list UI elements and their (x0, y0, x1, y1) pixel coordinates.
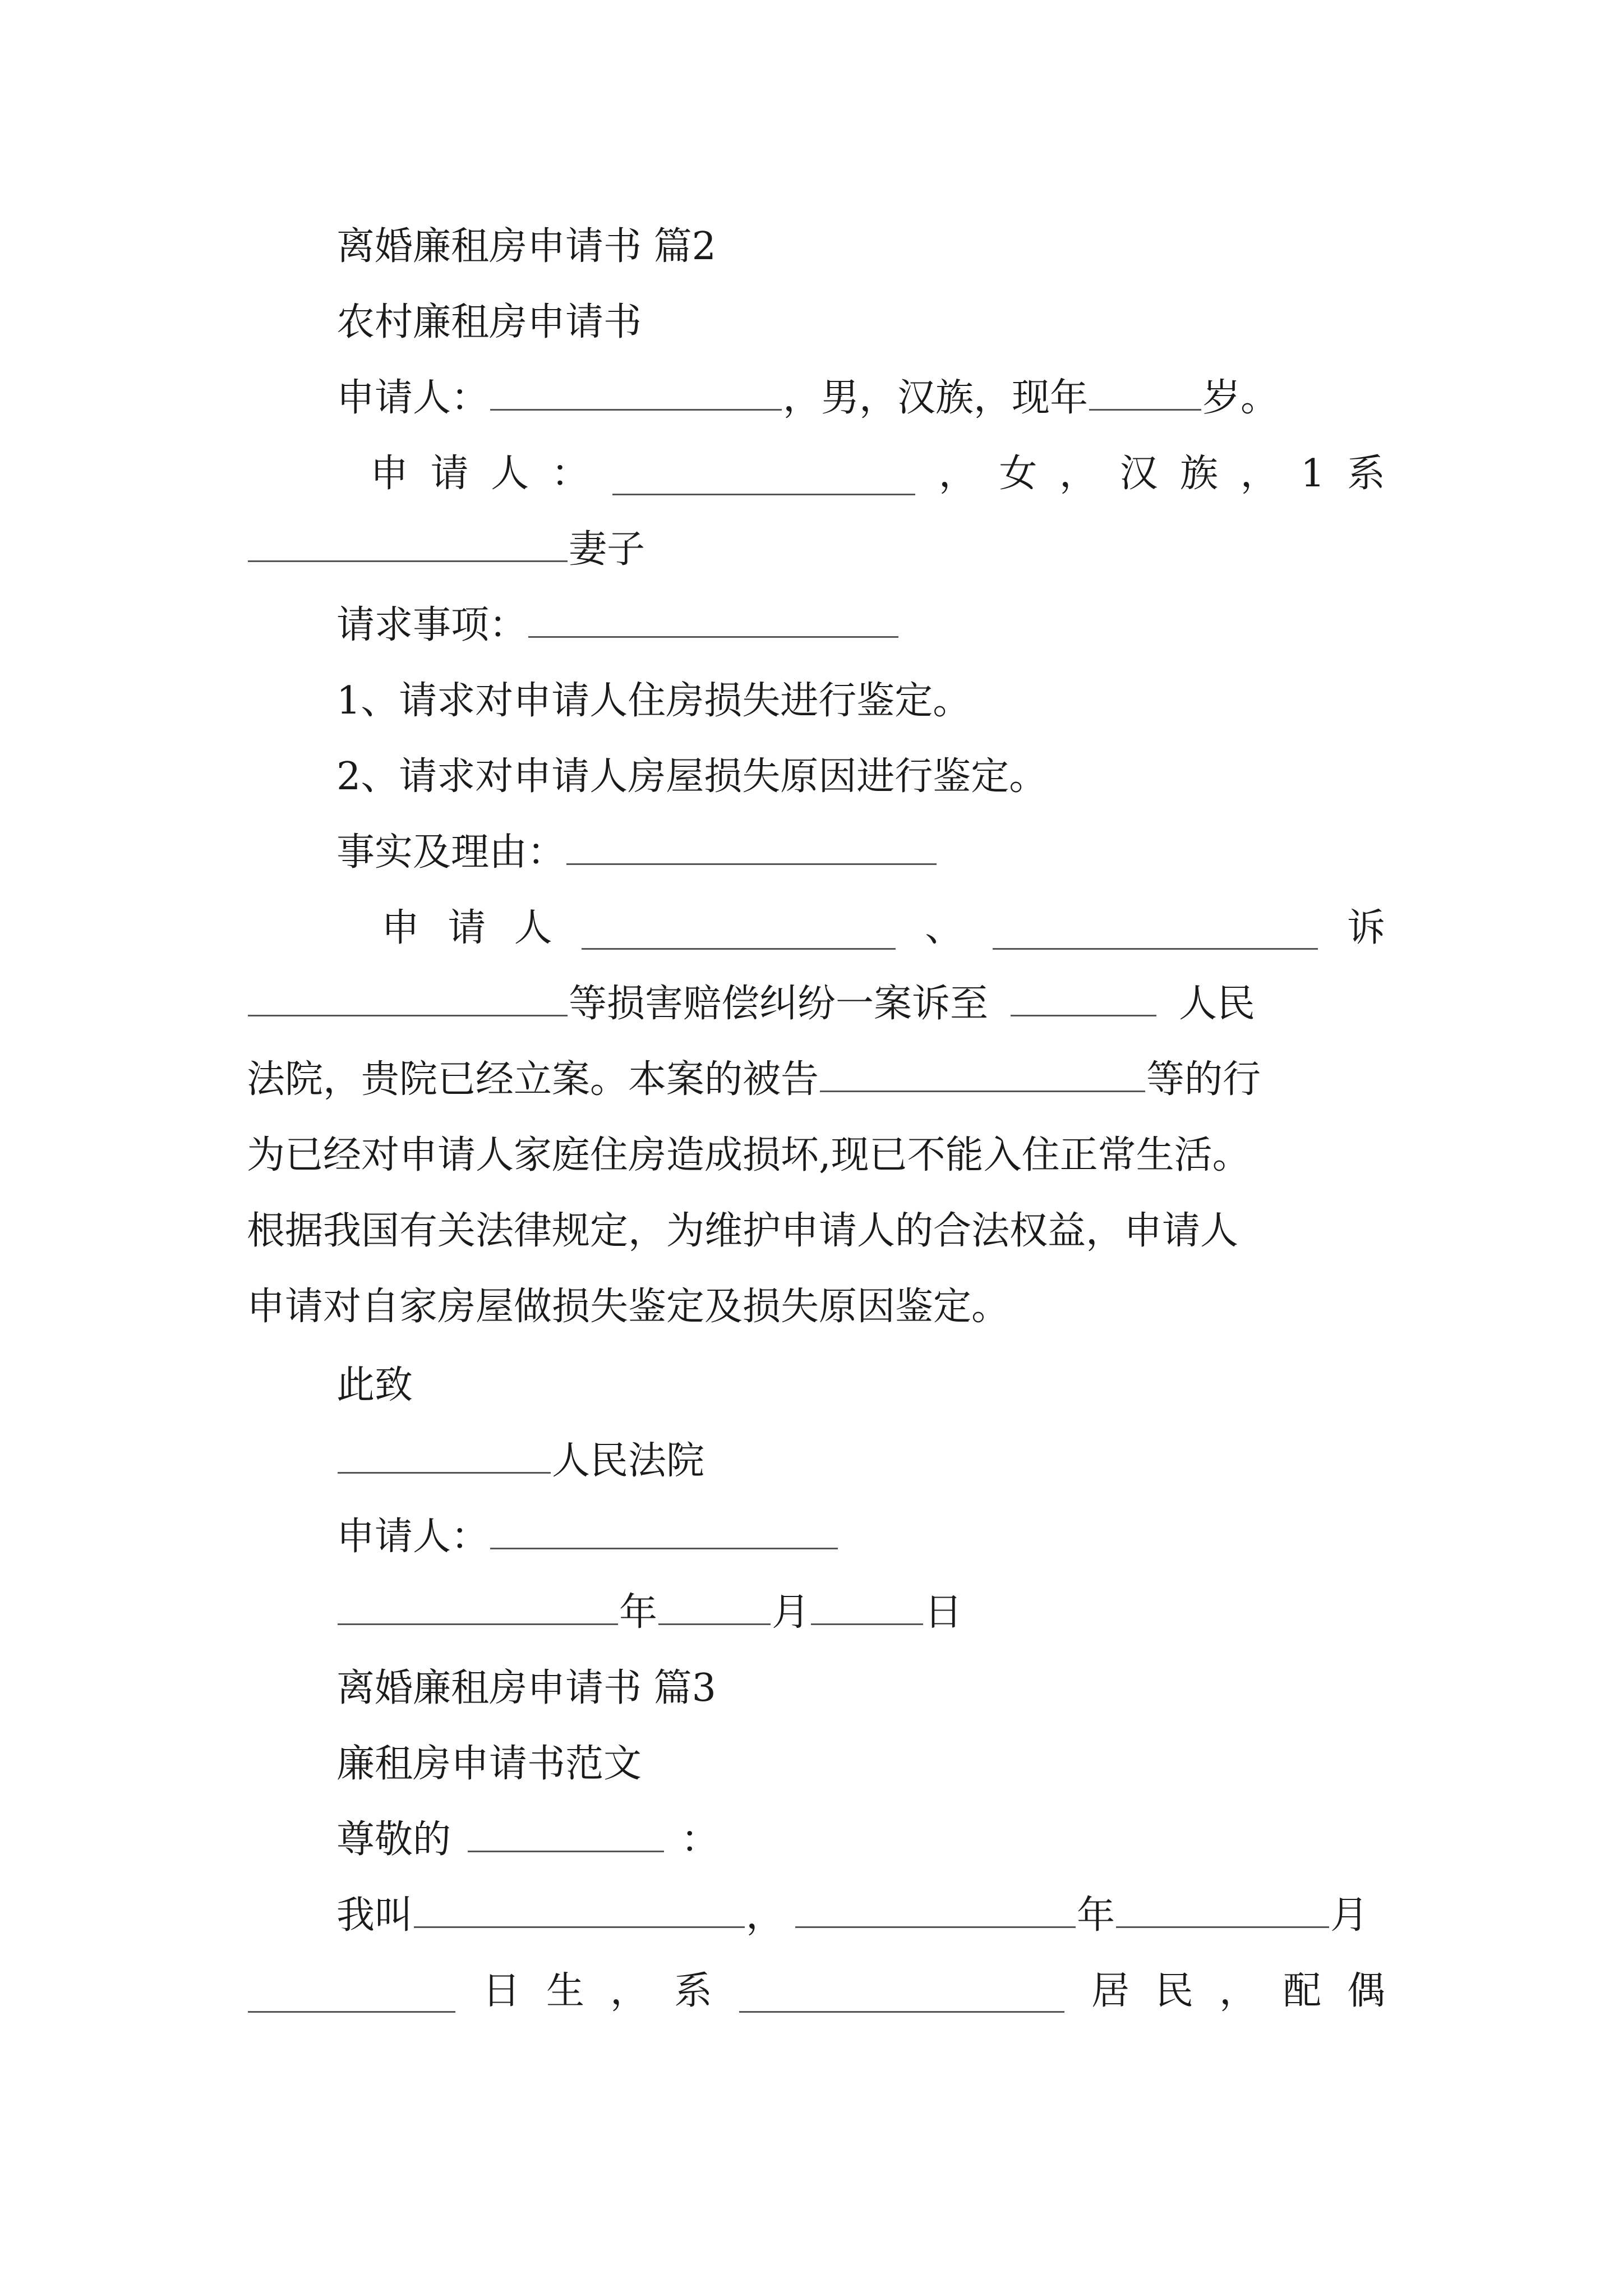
text: ， (746, 1893, 785, 1938)
name-blank[interactable] (612, 453, 915, 495)
facts-blank[interactable] (566, 823, 937, 865)
date-line (247, 1579, 1385, 1646)
char: 汉 (1119, 452, 1158, 496)
intro-line-2 (247, 1958, 1385, 2025)
defendant-blank[interactable] (820, 1050, 1145, 1092)
text: 廉租房申请书范文 (336, 1742, 642, 1786)
text: 1、请求对申请人住房损失进行鉴定。 (336, 679, 971, 723)
text: 申请对自家房屋做损失鉴定及损失原因鉴定。 (247, 1285, 1010, 1329)
text: 月 (1330, 1893, 1369, 1938)
text: 为已经对申请人家庭住房造成损坏,现已不能入住正常生活。 (247, 1133, 1251, 1177)
char: 族 (1180, 452, 1219, 496)
text: 月 (772, 1590, 810, 1635)
applicant-line-1 (247, 365, 1385, 432)
section-heading-2 (247, 213, 1385, 280)
char: 民 (1155, 1969, 1193, 2013)
signature-line (247, 1503, 1385, 1571)
char: ， (938, 452, 977, 496)
request-item-1 (247, 668, 1385, 735)
char: 生 (546, 1969, 584, 2013)
request-blank[interactable] (528, 596, 898, 638)
name-blank[interactable] (490, 369, 782, 411)
facts-line-4 (247, 1122, 1385, 1189)
text: 根据我国有关法律规定，为维护申请人的合法权益，申请人 (247, 1209, 1239, 1253)
text: ，男，汉族，现年 (783, 376, 1089, 420)
label: 请求事项： (336, 603, 528, 647)
form-title (247, 289, 1385, 356)
sample-title (247, 1731, 1385, 1798)
text: 等的行 (1146, 1057, 1261, 1102)
addressee-blank[interactable] (468, 1810, 664, 1852)
signature-blank[interactable] (490, 1507, 838, 1549)
facts-line-5 (247, 1198, 1385, 1265)
char: 日 (482, 1969, 520, 2013)
text: 年 (619, 1590, 658, 1635)
residence-blank[interactable] (739, 1971, 1064, 2013)
char: 人 (491, 452, 529, 496)
label: 申请人： (336, 1515, 490, 1559)
char: ， (610, 1969, 648, 2013)
day-blank[interactable] (248, 1971, 455, 2013)
facts-line-3 (247, 1046, 1385, 1114)
text: 此致 (336, 1363, 413, 1407)
applicant-blank[interactable] (993, 908, 1318, 950)
month-blank[interactable] (1116, 1886, 1329, 1928)
text: 年 (1077, 1893, 1115, 1938)
month-blank[interactable] (658, 1583, 771, 1625)
label: 申请人： (336, 376, 490, 420)
text: 人民法院 (552, 1439, 705, 1483)
intro-line-1 (247, 1882, 1385, 1949)
defendant-blank[interactable] (248, 974, 568, 1016)
char: 配 (1283, 1969, 1321, 2013)
char: 申 (381, 906, 420, 950)
form-title-text: 农村廉租房申请书 (336, 300, 642, 344)
section-heading-text: 离婚廉租房申请书 篇2 (336, 224, 716, 269)
char: ， (1240, 452, 1279, 496)
text: 我叫 (336, 1893, 413, 1938)
year-blank[interactable] (795, 1886, 1076, 1928)
day-blank[interactable] (811, 1583, 923, 1625)
text: 日 (924, 1590, 963, 1635)
addressee-line (247, 1806, 1385, 1874)
char: 系 (674, 1969, 712, 2013)
text: 人民 (1179, 982, 1256, 1026)
court-blank[interactable] (338, 1432, 551, 1474)
char: ， (1059, 452, 1098, 496)
age-blank[interactable] (1089, 369, 1201, 411)
char: 诉 (1347, 906, 1385, 950)
applicant-blank[interactable] (582, 908, 896, 950)
facts-line-2 (247, 970, 1385, 1038)
request-item-2 (247, 743, 1385, 811)
court-blank[interactable] (1011, 974, 1156, 1016)
name-blank[interactable] (414, 1886, 745, 1928)
spouse-blank[interactable] (248, 520, 568, 562)
char: 请 (430, 452, 469, 496)
text: 妻子 (569, 527, 645, 572)
facts-line-6 (247, 1273, 1385, 1341)
char: 偶 (1347, 1969, 1385, 2013)
facts-line-1 (381, 895, 1385, 962)
year-blank[interactable] (338, 1583, 618, 1625)
char: ， (1219, 1969, 1257, 2013)
char: ： (551, 452, 589, 496)
char: 请 (448, 906, 486, 950)
label: 事实及理由： (336, 830, 566, 875)
text: 2、请求对申请人房屋损失原因进行鉴定。 (336, 754, 1048, 799)
text: ： (681, 1818, 720, 1862)
char: 人 (514, 906, 552, 950)
char: 系 (1347, 452, 1385, 496)
char: 、 (925, 906, 963, 950)
applicant-line-2-cont (247, 516, 1385, 583)
section-heading-3 (247, 1655, 1385, 1722)
text: 岁。 (1202, 376, 1279, 420)
text: 尊敬的 (336, 1818, 451, 1862)
text: 等损害赔偿纠纷一案诉至 (569, 982, 989, 1026)
char: 女 (999, 452, 1038, 496)
facts-label-line (247, 819, 1385, 886)
request-label-line (247, 592, 1385, 659)
char: 居 (1091, 1969, 1129, 2013)
section-heading-text: 离婚廉租房申请书 篇3 (336, 1666, 716, 1710)
char: 申 (370, 452, 409, 496)
court-line (247, 1428, 1385, 1495)
applicant-line-2 (370, 440, 1385, 508)
text: 法院，贵院已经立案。本案的被告 (247, 1057, 819, 1102)
salutation (247, 1352, 1385, 1419)
char: 1 (1301, 452, 1325, 496)
